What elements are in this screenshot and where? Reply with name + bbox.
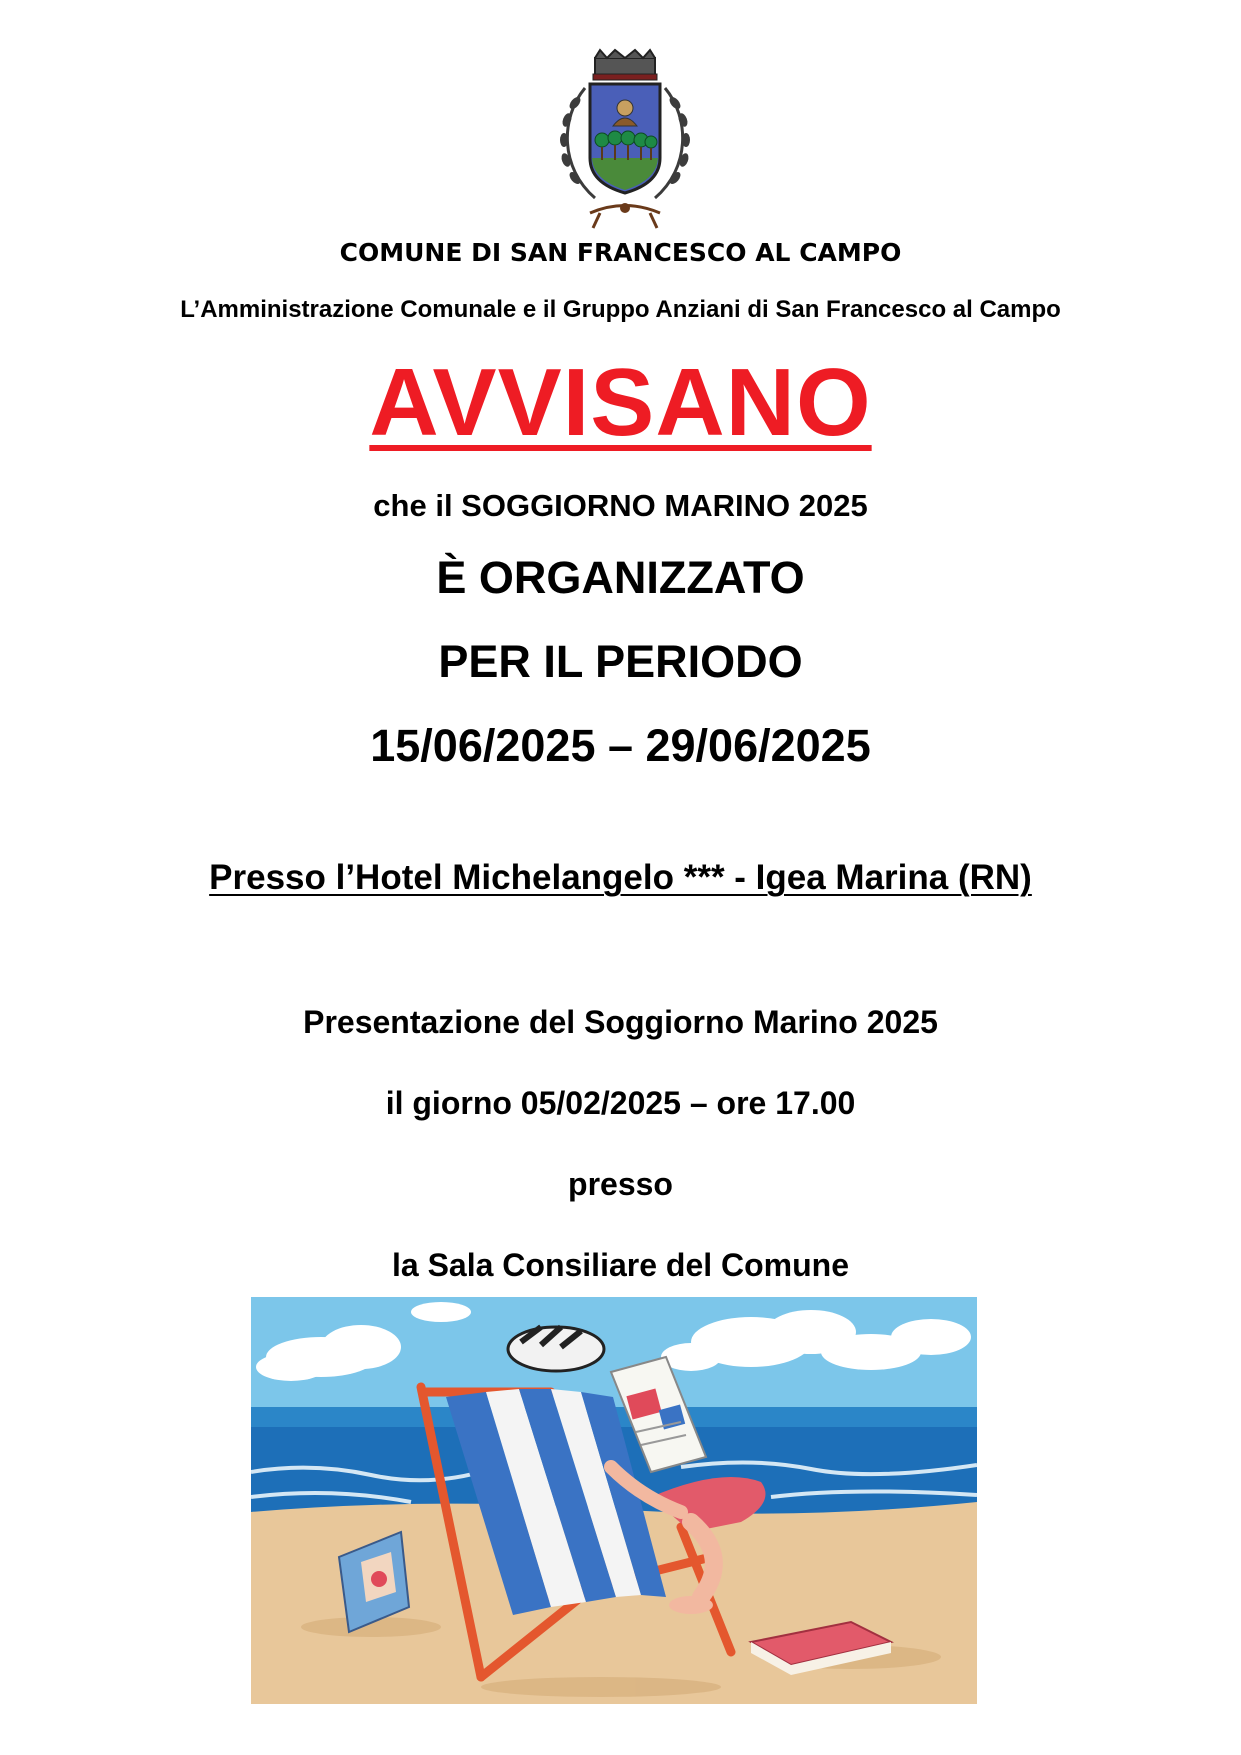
beach-illustration-icon [251,1297,977,1704]
intro-line: che il SOGGIORNO MARINO 2025 [373,488,868,523]
headline [0,348,1241,458]
venue-line [0,858,1241,898]
organized-line: È ORGANIZZATO [436,552,805,603]
presentation-at: presso [568,1166,673,1202]
period-dates: 15/06/2025 – 29/06/2025 [370,720,871,771]
presentation-when: il giorno 05/02/2025 – ore 17.00 [385,1085,856,1121]
organizers-line: L’Amministrazione Comunale e il Gruppo Anziani di San Francesco al Campo [180,296,1061,323]
coat-of-arms-icon [545,48,705,233]
period-label: PER IL PERIODO [438,636,803,687]
presentation-title: Presentazione del Soggiorno Marino 2025 [303,1004,938,1040]
municipality-name: COMUNE DI SAN FRANCESCO AL CAMPO [339,238,902,267]
headline-text: AVVISANO [369,349,872,456]
venue-text: Presso l’Hotel Michelangelo *** - Igea Marina (RN) [209,858,1032,897]
presentation-place: la Sala Consiliare del Comune [391,1247,850,1283]
